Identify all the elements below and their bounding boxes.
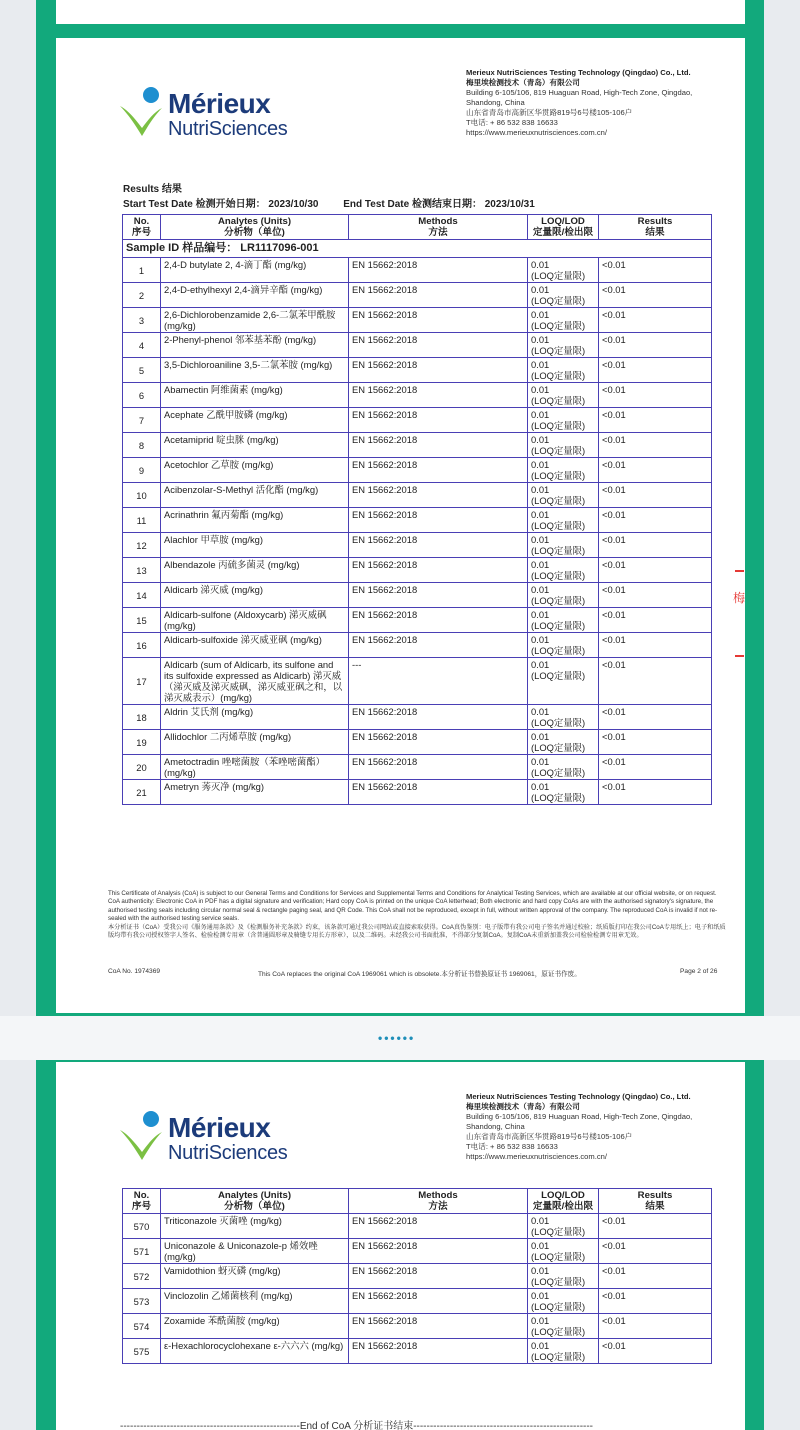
table-row bbox=[123, 283, 712, 308]
row-number: 20 bbox=[123, 755, 161, 780]
result-value: <0.01 bbox=[599, 658, 712, 705]
loq-lod: 0.01 (LOQ定量限) bbox=[528, 705, 599, 730]
loq-lod: 0.01 (LOQ定量限) bbox=[528, 633, 599, 658]
company-address-block bbox=[466, 68, 741, 138]
table-row bbox=[123, 583, 712, 608]
end-of-coa: ------------------------------------------------------End of CoA 分析证书结束------------------------------------------------------ bbox=[120, 1421, 594, 1430]
results-title: Results 结果 bbox=[123, 184, 182, 195]
loq-lod: 0.01 (LOQ定量限) bbox=[528, 483, 599, 508]
loq-lod: 0.01 (LOQ定量限) bbox=[528, 308, 599, 333]
loq-lod: 0.01 (LOQ定量限) bbox=[528, 730, 599, 755]
result-value: <0.01 bbox=[599, 1339, 712, 1364]
row-number: 13 bbox=[123, 558, 161, 583]
method: EN 15662:2018 bbox=[349, 383, 528, 408]
address-en-2: Shandong, China bbox=[466, 1122, 525, 1131]
method: EN 15662:2018 bbox=[349, 558, 528, 583]
header-results: Results 结果 bbox=[599, 1189, 712, 1214]
analyte-name: Zoxamide 苯酰菌胺 (mg/kg) bbox=[161, 1314, 349, 1339]
result-value: <0.01 bbox=[599, 1264, 712, 1289]
analyte-name: Acetochlor 乙草胺 (mg/kg) bbox=[161, 458, 349, 483]
company-name-en: Merieux NutriSciences Testing Technology (Qingdao) Co., Ltd. bbox=[466, 68, 691, 77]
table-row bbox=[123, 633, 712, 658]
company-name-zh: 梅里埃检测技术（青岛）有限公司 bbox=[466, 78, 580, 87]
logo-text-merieux: Mérieux bbox=[168, 88, 271, 119]
analyte-name: Vinclozolin 乙烯菌核利 (mg/kg) bbox=[161, 1289, 349, 1314]
result-value: <0.01 bbox=[599, 730, 712, 755]
header-loq-lod: LOQ/LOD 定量限/检出限 bbox=[528, 215, 599, 240]
result-value: <0.01 bbox=[599, 1314, 712, 1339]
end-test-date: End Test Date 检测结束日期： 2023/10/31 bbox=[343, 199, 535, 210]
row-number: 573 bbox=[123, 1289, 161, 1314]
method: EN 15662:2018 bbox=[349, 705, 528, 730]
result-value: <0.01 bbox=[599, 633, 712, 658]
method: EN 15662:2018 bbox=[349, 358, 528, 383]
row-number: 1 bbox=[123, 258, 161, 283]
website-link[interactable]: https://www.merieuxnutrisciences.com.cn/ bbox=[466, 1152, 607, 1161]
logo-text-merieux: Mérieux bbox=[168, 1112, 271, 1143]
loq-lod: 0.01 (LOQ定量限) bbox=[528, 508, 599, 533]
result-value: <0.01 bbox=[599, 533, 712, 558]
address-en-1: Building 6-105/106, 819 Huaguan Road, High-Tech Zone, Qingdao, bbox=[466, 88, 693, 97]
table-row bbox=[123, 1314, 712, 1339]
method: EN 15662:2018 bbox=[349, 433, 528, 458]
company-logo bbox=[118, 86, 298, 146]
analyte-name: Abamectin 阿维菌素 (mg/kg) bbox=[161, 383, 349, 408]
analyte-name: Uniconazole & Uniconazole-p 烯效唑 (mg/kg) bbox=[161, 1239, 349, 1264]
result-value: <0.01 bbox=[599, 1239, 712, 1264]
loq-lod: 0.01 (LOQ定量限) bbox=[528, 458, 599, 483]
loq-lod: 0.01 (LOQ定量限) bbox=[528, 1239, 599, 1264]
method: EN 15662:2018 bbox=[349, 483, 528, 508]
header-loq-lod: LOQ/LOD 定量限/检出限 bbox=[528, 1189, 599, 1214]
result-value: <0.01 bbox=[599, 780, 712, 805]
logo-mark-icon bbox=[118, 1110, 164, 1164]
row-number: 4 bbox=[123, 333, 161, 358]
analyte-name: Vamidothion 蚜灭磷 (mg/kg) bbox=[161, 1264, 349, 1289]
method: EN 15662:2018 bbox=[349, 283, 528, 308]
table-row bbox=[123, 1264, 712, 1289]
loq-lod: 0.01 (LOQ定量限) bbox=[528, 1314, 599, 1339]
row-number: 572 bbox=[123, 1264, 161, 1289]
method: EN 15662:2018 bbox=[349, 583, 528, 608]
table-row bbox=[123, 258, 712, 283]
row-number: 11 bbox=[123, 508, 161, 533]
website-link[interactable]: https://www.merieuxnutrisciences.com.cn/ bbox=[466, 128, 607, 137]
analyte-name: Aldicarb-sulfoxide 涕灭威亚砜 (mg/kg) bbox=[161, 633, 349, 658]
method: EN 15662:2018 bbox=[349, 308, 528, 333]
loq-lod: 0.01 (LOQ定量限) bbox=[528, 408, 599, 433]
header-methods: Methods 方法 bbox=[349, 1189, 528, 1214]
coa-page-last bbox=[56, 1062, 745, 1430]
row-number: 17 bbox=[123, 658, 161, 705]
analyte-name: Ametoctradin 唑嘧菌胺（苯唑嘧菌酯）(mg/kg) bbox=[161, 755, 349, 780]
method: EN 15662:2018 bbox=[349, 755, 528, 780]
result-value: <0.01 bbox=[599, 258, 712, 283]
row-number: 18 bbox=[123, 705, 161, 730]
result-value: <0.01 bbox=[599, 1214, 712, 1239]
result-value: <0.01 bbox=[599, 408, 712, 433]
analyte-name: Aldicarb (sum of Aldicarb, its sulfone and its sulfoxide expressed as Aldicarb) 涕灭威（涕灭威及涕灭威砜，涕灭威亚砜之和，以涕灭威表示）(mg/kg) bbox=[161, 658, 349, 705]
result-value: <0.01 bbox=[599, 333, 712, 358]
ellipsis-dots: •••••• bbox=[378, 1031, 416, 1045]
analyte-name: Acrinathrin 氟丙菊酯 (mg/kg) bbox=[161, 508, 349, 533]
loq-lod: 0.01 (LOQ定量限) bbox=[528, 780, 599, 805]
table-row bbox=[123, 1289, 712, 1314]
header-no: No. 序号 bbox=[123, 1189, 161, 1214]
result-value: <0.01 bbox=[599, 705, 712, 730]
loq-lod: 0.01 (LOQ定量限) bbox=[528, 333, 599, 358]
company-name-zh: 梅里埃检测技术（青岛）有限公司 bbox=[466, 1102, 580, 1111]
table-row bbox=[123, 508, 712, 533]
analyte-name: Aldrin 艾氏剂 (mg/kg) bbox=[161, 705, 349, 730]
terms-zh: 本分析证书（CoA）受我公司《服务通用条款》及《检测服务补充条款》约束，该条款可通过我公司网站或直接索取获得。CoA真伪鉴别：电子版带有我公司电子签名并通过校验；纸质版打印在我公司CoA专用纸上；电子和纸质版均带有我公司授权签字人签名、检验检测专用章（含普通圆形章及骑缝专用长方形章），以及二维码。未经我公司书面批准，不得部分复制CoA。复制CoA未重新加盖我公司检验检测专用章无效。 bbox=[108, 923, 726, 940]
red-annotation-mark bbox=[735, 570, 744, 572]
analyte-name: Aldicarb 涕灭威 (mg/kg) bbox=[161, 583, 349, 608]
method: EN 15662:2018 bbox=[349, 1339, 528, 1364]
loq-lod: 0.01 (LOQ定量限) bbox=[528, 358, 599, 383]
loq-lod: 0.01 (LOQ定量限) bbox=[528, 1339, 599, 1364]
method: EN 15662:2018 bbox=[349, 1214, 528, 1239]
analyte-name: Acibenzolar-S-Methyl 活化酯 (mg/kg) bbox=[161, 483, 349, 508]
coa-number: CoA No. 1974369 bbox=[108, 968, 161, 975]
result-value: <0.01 bbox=[599, 433, 712, 458]
method: EN 15662:2018 bbox=[349, 258, 528, 283]
loq-lod: 0.01 (LOQ定量限) bbox=[528, 433, 599, 458]
row-number: 3 bbox=[123, 308, 161, 333]
results-table bbox=[122, 214, 712, 805]
result-value: <0.01 bbox=[599, 283, 712, 308]
logo-text-nutrisciences: NutriSciences bbox=[168, 1142, 288, 1164]
table-row bbox=[123, 308, 712, 333]
previous-page-strip bbox=[56, 0, 745, 24]
row-number: 5 bbox=[123, 358, 161, 383]
result-value: <0.01 bbox=[599, 358, 712, 383]
loq-lod: 0.01 (LOQ定量限) bbox=[528, 258, 599, 283]
header-analytes: Analytes (Units) 分析物（单位) bbox=[161, 215, 349, 240]
table-row bbox=[123, 658, 712, 705]
analyte-name: 2,4-D-ethylhexyl 2,4-滴异辛酯 (mg/kg) bbox=[161, 283, 349, 308]
row-number: 6 bbox=[123, 383, 161, 408]
method: EN 15662:2018 bbox=[349, 458, 528, 483]
page-number: Page 2 of 26 bbox=[680, 968, 718, 975]
row-number: 15 bbox=[123, 608, 161, 633]
row-number: 2 bbox=[123, 283, 161, 308]
result-value: <0.01 bbox=[599, 458, 712, 483]
method: EN 15662:2018 bbox=[349, 633, 528, 658]
result-value: <0.01 bbox=[599, 1289, 712, 1314]
table-row bbox=[123, 780, 712, 805]
analyte-name: Aldicarb-sulfone (Aldoxycarb) 涕灭威砜 (mg/kg) bbox=[161, 608, 349, 633]
method: --- bbox=[349, 658, 528, 705]
analyte-name: 2,6-Dichlorobenzamide 2,6-二氯苯甲酰胺 (mg/kg) bbox=[161, 308, 349, 333]
address-en-2: Shandong, China bbox=[466, 98, 525, 107]
table-row bbox=[123, 705, 712, 730]
table-row bbox=[123, 558, 712, 583]
red-annotation-char: 梅 bbox=[733, 591, 746, 605]
company-address-block bbox=[466, 1092, 741, 1162]
result-value: <0.01 bbox=[599, 558, 712, 583]
row-number: 16 bbox=[123, 633, 161, 658]
address-zh: 山东省青岛市高新区华贯路819号6号楼105-106户 bbox=[466, 1132, 633, 1141]
row-number: 21 bbox=[123, 780, 161, 805]
header-results: Results 结果 bbox=[599, 215, 712, 240]
row-number: 7 bbox=[123, 408, 161, 433]
analyte-name: Ametryn 莠灭净 (mg/kg) bbox=[161, 780, 349, 805]
loq-lod: 0.01 (LOQ定量限) bbox=[528, 1289, 599, 1314]
table-row bbox=[123, 433, 712, 458]
start-test-date: Start Test Date 检测开始日期： 2023/10/30 bbox=[123, 199, 319, 210]
row-number: 575 bbox=[123, 1339, 161, 1364]
replaces-note: This CoA replaces the original CoA 1969061 which is obsolete.本分析证书替换原证书 1969061，原证书作废。 bbox=[258, 971, 581, 978]
company-name-en: Merieux NutriSciences Testing Technology (Qingdao) Co., Ltd. bbox=[466, 1092, 691, 1101]
company-logo bbox=[118, 1110, 298, 1170]
loq-lod: 0.01 (LOQ定量限) bbox=[528, 608, 599, 633]
sample-id-row bbox=[123, 240, 712, 258]
method: EN 15662:2018 bbox=[349, 333, 528, 358]
analyte-name: Albendazole 丙硫多菌灵 (mg/kg) bbox=[161, 558, 349, 583]
results-table-continued bbox=[122, 1188, 712, 1364]
loq-lod: 0.01 (LOQ定量限) bbox=[528, 283, 599, 308]
table-row bbox=[123, 1339, 712, 1364]
analyte-name: Alachlor 甲草胺 (mg/kg) bbox=[161, 533, 349, 558]
loq-lod: 0.01 (LOQ定量限) bbox=[528, 533, 599, 558]
telephone: T电话: + 86 532 838 16633 bbox=[466, 1142, 558, 1151]
result-value: <0.01 bbox=[599, 383, 712, 408]
result-value: <0.01 bbox=[599, 308, 712, 333]
loq-lod: 0.01 (LOQ定量限) bbox=[528, 558, 599, 583]
table-row bbox=[123, 755, 712, 780]
address-zh: 山东省青岛市高新区华贯路819号6号楼105-106户 bbox=[466, 108, 633, 117]
loq-lod: 0.01 (LOQ定量限) bbox=[528, 1264, 599, 1289]
row-number: 9 bbox=[123, 458, 161, 483]
table-row bbox=[123, 730, 712, 755]
coa-page-1 bbox=[56, 38, 745, 1013]
row-number: 8 bbox=[123, 433, 161, 458]
header-no: No. 序号 bbox=[123, 215, 161, 240]
address-en-1: Building 6-105/106, 819 Huaguan Road, High-Tech Zone, Qingdao, bbox=[466, 1112, 693, 1121]
loq-lod: 0.01 (LOQ定量限) bbox=[528, 755, 599, 780]
analyte-name: Acetamiprid 啶虫脒 (mg/kg) bbox=[161, 433, 349, 458]
table-row bbox=[123, 408, 712, 433]
table-row bbox=[123, 458, 712, 483]
table-row bbox=[123, 1214, 712, 1239]
table-row bbox=[123, 1239, 712, 1264]
analyte-name: Allidochlor 二丙烯草胺 (mg/kg) bbox=[161, 730, 349, 755]
test-dates bbox=[123, 195, 557, 210]
loq-lod: 0.01 (LOQ定量限) bbox=[528, 383, 599, 408]
method: EN 15662:2018 bbox=[349, 608, 528, 633]
result-value: <0.01 bbox=[599, 755, 712, 780]
method: EN 15662:2018 bbox=[349, 1289, 528, 1314]
table-header-row bbox=[123, 1189, 712, 1214]
table-row bbox=[123, 358, 712, 383]
method: EN 15662:2018 bbox=[349, 533, 528, 558]
loq-lod: 0.01 (LOQ定量限) bbox=[528, 583, 599, 608]
row-number: 19 bbox=[123, 730, 161, 755]
result-value: <0.01 bbox=[599, 608, 712, 633]
method: EN 15662:2018 bbox=[349, 1239, 528, 1264]
result-value: <0.01 bbox=[599, 483, 712, 508]
row-number: 570 bbox=[123, 1214, 161, 1239]
method: EN 15662:2018 bbox=[349, 730, 528, 755]
table-header-row bbox=[123, 215, 712, 240]
table-row bbox=[123, 608, 712, 633]
method: EN 15662:2018 bbox=[349, 508, 528, 533]
logo-mark-icon bbox=[118, 86, 164, 140]
table-row bbox=[123, 483, 712, 508]
logo-text-nutrisciences: NutriSciences bbox=[168, 118, 288, 140]
terms-footnote bbox=[108, 890, 728, 940]
loq-lod: 0.01 (LOQ定量限) bbox=[528, 658, 599, 705]
telephone: T电话: + 86 532 838 16633 bbox=[466, 118, 558, 127]
analyte-name: Acephate 乙酰甲胺磷 (mg/kg) bbox=[161, 408, 349, 433]
analyte-name: 2,4-D butylate 2, 4-滴丁酯 (mg/kg) bbox=[161, 258, 349, 283]
analyte-name: 3,5-Dichloroaniline 3,5-二氯苯胺 (mg/kg) bbox=[161, 358, 349, 383]
row-number: 10 bbox=[123, 483, 161, 508]
result-value: <0.01 bbox=[599, 583, 712, 608]
method: EN 15662:2018 bbox=[349, 780, 528, 805]
method: EN 15662:2018 bbox=[349, 1314, 528, 1339]
red-annotation-mark bbox=[735, 655, 744, 657]
terms-en: This Certificate of Analysis (CoA) is subject to our General Terms and Conditions for Services and Supplemental Terms and Conditions for Analytical Testing Services, which are available at our official website, or on request. CoA authenticity: Electronic CoA in PDF has a digital signature and verification; Hard copy CoA is printed on the unique CoA letterhead; Both electronic and hard copy CoAs are with the authorised signatory's signature, the authorised testing seals including circular normal seal & rectangle paging seal, and QR Code. This CoA shall not be reproduced, except in full, without written approval of the company. The reproduced CoA is invalid if not re-sealed with the authorised testing service seals. bbox=[108, 890, 718, 923]
table-row bbox=[123, 383, 712, 408]
header-methods: Methods 方法 bbox=[349, 215, 528, 240]
analyte-name: ε-Hexachlorocyclohexane ε-六六六 (mg/kg) bbox=[161, 1339, 349, 1364]
table-row bbox=[123, 333, 712, 358]
table-row bbox=[123, 533, 712, 558]
method: EN 15662:2018 bbox=[349, 1264, 528, 1289]
sample-id: Sample ID 样品编号： LR1117096-001 bbox=[123, 240, 712, 258]
result-value: <0.01 bbox=[599, 508, 712, 533]
method: EN 15662:2018 bbox=[349, 408, 528, 433]
row-number: 14 bbox=[123, 583, 161, 608]
row-number: 574 bbox=[123, 1314, 161, 1339]
row-number: 571 bbox=[123, 1239, 161, 1264]
analyte-name: Triticonazole 灭菌唑 (mg/kg) bbox=[161, 1214, 349, 1239]
header-analytes: Analytes (Units) 分析物（单位) bbox=[161, 1189, 349, 1214]
row-number: 12 bbox=[123, 533, 161, 558]
analyte-name: 2-Phenyl-phenol 邻苯基苯酚 (mg/kg) bbox=[161, 333, 349, 358]
loq-lod: 0.01 (LOQ定量限) bbox=[528, 1214, 599, 1239]
